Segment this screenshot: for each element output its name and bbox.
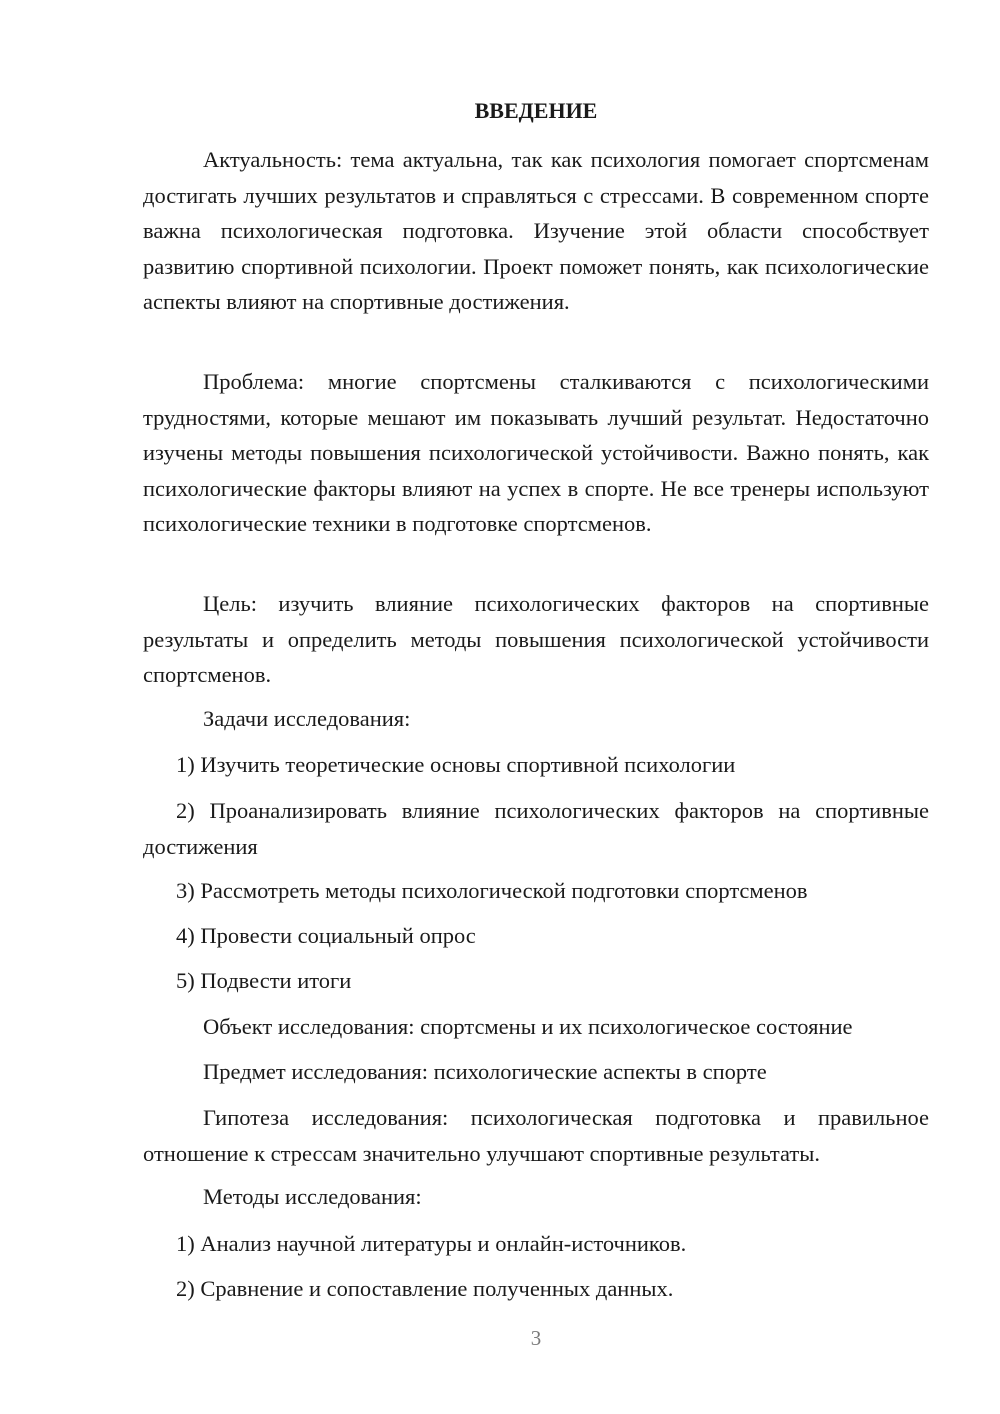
methods-heading: Методы исследования: (203, 1184, 422, 1209)
method-item: 1) Анализ научной литературы и онлайн-источников. (176, 1231, 687, 1256)
method-item: 2) Сравнение и сопоставление полученных данных. (176, 1276, 674, 1301)
hypothesis-paragraph: Гипотеза исследования: психологическая подготовка и правильное отношение к стрессам значительно улучшают спортивные результаты. (143, 1105, 929, 1166)
task-item: 2) Проанализировать влияние психологических факторов на спортивные достижения (143, 798, 929, 859)
task-item: 3) Рассмотреть методы психологической подготовки спортсменов (176, 878, 808, 903)
research-object: Объект исследования: спортсмены и их психологическое состояние (203, 1014, 853, 1039)
task-item: 4) Провести социальный опрос (176, 923, 476, 948)
task-item: 5) Подвести итоги (176, 968, 352, 993)
relevance-paragraph: Актуальность: тема актуальна, так как психология помогает спортсменам достигать лучших результатов и справляться с стрессами. В современном спорте важна психологическая подготовка. Изучение этой области способствует развитию спортивной психологии. Проект поможет понять, как психологические аспекты влияют на спортивные достижения. (143, 147, 929, 314)
tasks-heading: Задачи исследования: (203, 706, 411, 731)
page-title: ВВЕДЕНИЕ (474, 98, 598, 123)
problem-paragraph: Проблема: многие спортсмены сталкиваются с психологическими трудностями, которые мешают им показывать лучший результат. Недостаточно изучены методы повышения психологической устойчивости. Важно понять, как психологические факторы влияют на успех в спорте. Не все тренеры используют психологические техники в подготовке спортсменов. (143, 369, 929, 536)
goal-paragraph: Цель: изучить влияние психологических факторов на спортивные результаты и определить методы повышения психологической устойчивости спортсменов. (143, 591, 929, 687)
page-number: 3 (530, 1326, 542, 1350)
research-subject: Предмет исследования: психологические аспекты в спорте (203, 1059, 767, 1084)
task-item: 1) Изучить теоретические основы спортивной психологии (176, 752, 736, 777)
